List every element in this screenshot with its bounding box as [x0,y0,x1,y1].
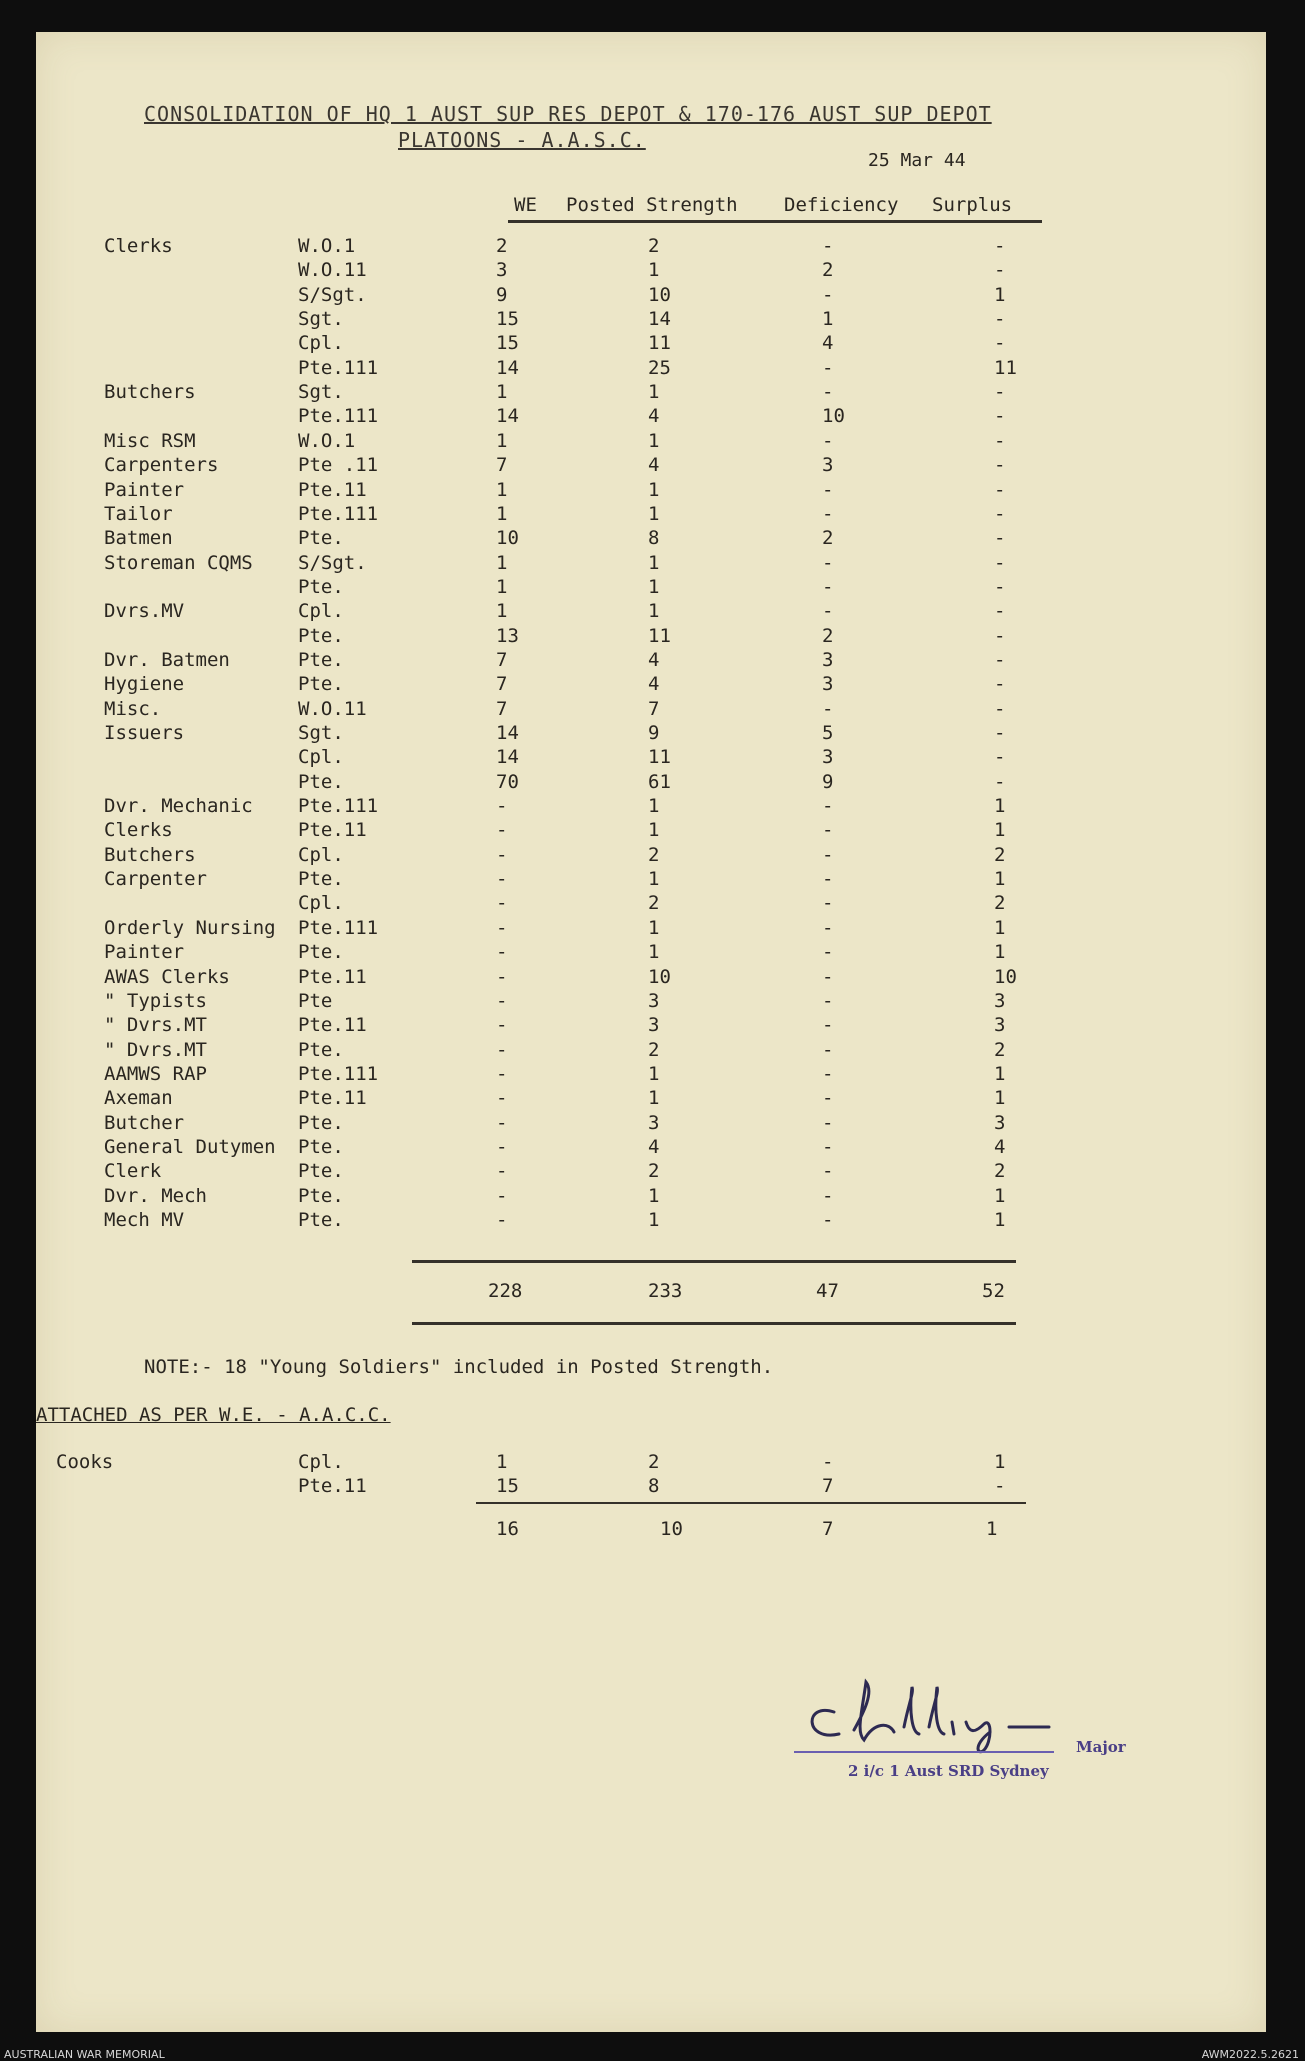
row-cat: Painter [104,941,185,964]
row-we: 7 [496,673,508,696]
row-pos: 2 [648,892,660,915]
row-we: - [496,1038,508,1061]
row-pos: 2 [648,1160,660,1183]
row-we: - [496,916,508,939]
header-posted-strength: Posted Strength [566,194,738,216]
row-pos: 61 [648,770,671,793]
row-sur: 1 [994,941,1006,964]
row-cat: Tailor [104,502,173,525]
row-def: - [822,1087,834,1110]
row-def: - [822,965,834,988]
row-rank: Pte. [298,1209,344,1231]
row-pos: 11 [648,746,671,769]
signature-unit: 2 i/c 1 Aust SRD Sydney [848,1762,1049,1780]
row-sur: 1 [994,868,1006,891]
row-pos: 10 [648,283,671,306]
row-def: - [822,916,834,939]
row-sur: - [994,722,1006,744]
row-pos: 1 [648,1184,660,1207]
row-cat: Butcher [104,1111,185,1134]
row-sur: - [994,624,1006,647]
row-def: 1 [822,308,834,331]
row-def: 4 [822,332,834,355]
row-rank: Cpl. [298,892,344,915]
row-rank: Pte. [298,941,344,964]
row-cat: Carpenters [104,454,219,477]
row-rank: Pte. [298,1111,344,1134]
row-pos: 7 [648,697,660,720]
row-rank: Cpl. [298,332,344,355]
attached-row-pos: 2 [648,1451,660,1473]
document-date: 25 Mar 44 [868,150,966,171]
row-def: - [822,892,834,915]
row-pos: 3 [648,1111,660,1134]
row-pos: 4 [648,648,660,671]
row-we: - [496,868,508,891]
row-def: - [822,819,834,842]
row-rank: S/Sgt. [298,551,367,574]
row-pos: 2 [648,1038,660,1061]
row-def: - [822,478,834,501]
row-def: - [822,1135,834,1158]
row-def: - [822,502,834,525]
row-pos: 4 [648,454,660,477]
row-rank: Pte. [298,624,344,647]
row-pos: 10 [648,965,671,988]
row-cat: AWAS Clerks [104,965,230,988]
row-cat: Dvr. Mech [104,1184,207,1207]
row-pos: 1 [648,1087,660,1110]
row-def: 10 [822,405,845,428]
row-we: 1 [496,600,508,623]
row-we: 70 [496,770,519,793]
row-we: - [496,1160,508,1183]
row-def: 2 [822,624,834,647]
row-pos: 8 [648,527,660,550]
row-def: - [822,989,834,1012]
row-sur: 1 [994,795,1006,818]
row-sur: 3 [994,1111,1006,1134]
row-rank: Sgt. [298,381,344,404]
row-rank: Pte [298,989,333,1012]
row-def: - [822,235,834,257]
row-def: - [822,843,834,866]
row-pos: 1 [648,795,660,818]
row-rank: S/Sgt. [298,283,367,306]
row-sur: 1 [994,283,1006,306]
row-sur: 10 [994,965,1017,988]
document-page [36,32,1266,2032]
row-we: 1 [496,381,508,404]
row-rank: Pte. [298,1184,344,1207]
row-rank: Cpl. [298,843,344,866]
attached-total-posted: 10 [660,1518,683,1540]
attached-row-we: 1 [496,1451,508,1473]
row-we: - [496,1135,508,1158]
row-sur: - [994,478,1006,501]
row-rank: Pte.111 [298,356,379,379]
row-cat: Batmen [104,527,173,550]
row-pos: 4 [648,405,660,428]
row-pos: 3 [648,989,660,1012]
header-rule [508,220,1042,223]
total-surplus: 52 [982,1280,1005,1302]
row-def: - [822,429,834,452]
row-def: 3 [822,648,834,671]
row-rank: Pte. [298,527,344,550]
attached-title: ATTACHED AS PER W.E. - A.A.C.C. [36,1404,391,1426]
row-pos: 1 [648,1209,660,1231]
row-rank: Pte. [298,1038,344,1061]
row-cat: General Dutymen [104,1135,276,1158]
row-cat: Hygiene [104,673,185,696]
row-rank: Pte. [298,1135,344,1158]
row-sur: 1 [994,1062,1006,1085]
row-cat: Carpenter [104,868,207,891]
row-we: 14 [496,722,519,744]
row-def: 5 [822,722,834,744]
row-def: 3 [822,454,834,477]
row-rank: Cpl. [298,600,344,623]
row-we: 7 [496,648,508,671]
row-we: 13 [496,624,519,647]
row-cat: Storeman CQMS [104,551,253,574]
row-sur: - [994,648,1006,671]
row-sur: 1 [994,819,1006,842]
attached-total-surplus: 1 [986,1518,998,1540]
row-def: - [822,356,834,379]
row-sur: - [994,600,1006,623]
row-def: 2 [822,259,834,282]
row-rank: Pte. [298,770,344,793]
attached-row-pos: 8 [648,1475,660,1497]
row-cat: Orderly Nursing [104,916,276,939]
row-cat: Painter [104,478,185,501]
row-rank: Pte.111 [298,795,379,818]
row-rank: Pte.11 [298,1087,367,1110]
row-def: - [822,551,834,574]
row-pos: 1 [648,502,660,525]
row-we: 1 [496,551,508,574]
row-rank: Pte.111 [298,405,379,428]
row-cat: Axeman [104,1087,173,1110]
row-rank: Pte.111 [298,502,379,525]
row-rank: Pte. [298,868,344,891]
row-we: 14 [496,746,519,769]
row-sur: - [994,381,1006,404]
row-def: - [822,1062,834,1085]
attached-rule [476,1502,1026,1504]
row-sur: - [994,308,1006,331]
row-sur: 1 [994,916,1006,939]
row-sur: - [994,502,1006,525]
row-def: - [822,600,834,623]
row-cat: " Dvrs.MT [104,1014,207,1037]
row-pos: 11 [648,332,671,355]
row-sur: 1 [994,1209,1006,1231]
row-pos: 1 [648,1062,660,1085]
signature-rank: Major [1076,1738,1126,1756]
row-rank: Sgt. [298,308,344,331]
attached-row-sur: - [994,1475,1006,1497]
row-pos: 1 [648,600,660,623]
row-sur: 2 [994,843,1006,866]
attached-row-def: - [822,1451,834,1473]
row-pos: 1 [648,551,660,574]
row-cat: Clerks [104,235,173,257]
row-def: - [822,575,834,598]
row-rank: Pte.111 [298,916,379,939]
row-cat: AAMWS RAP [104,1062,207,1085]
row-pos: 1 [648,478,660,501]
row-pos: 3 [648,1014,660,1037]
row-cat: Misc RSM [104,429,196,452]
row-we: - [496,1209,508,1231]
row-we: 1 [496,575,508,598]
attached-row-rank: Pte.11 [298,1475,367,1497]
row-def: - [822,868,834,891]
row-we: 1 [496,502,508,525]
row-sur: - [994,259,1006,282]
row-pos: 2 [648,843,660,866]
row-rank: Pte.11 [298,478,367,501]
header-surplus: Surplus [932,194,1013,216]
row-we: - [496,892,508,915]
row-rank: Pte. [298,673,344,696]
total-posted: 233 [648,1280,683,1302]
row-def: - [822,1184,834,1207]
row-pos: 1 [648,259,660,282]
row-we: - [496,1111,508,1134]
attached-total-we: 16 [496,1518,519,1540]
row-def: - [822,1038,834,1061]
row-rank: Pte.11 [298,965,367,988]
note-text: NOTE:- 18 "Young Soldiers" included in Posted Strength. [144,1356,774,1378]
row-cat: Clerk [104,1160,162,1183]
row-pos: 1 [648,916,660,939]
row-we: - [496,965,508,988]
row-we: - [496,843,508,866]
row-pos: 1 [648,941,660,964]
row-pos: 1 [648,429,660,452]
row-sur: - [994,454,1006,477]
row-we: 10 [496,527,519,550]
row-we: - [496,941,508,964]
row-sur: 1 [994,1087,1006,1110]
row-pos: 1 [648,381,660,404]
row-we: - [496,795,508,818]
row-sur: - [994,673,1006,696]
row-cat: " Typists [104,989,207,1012]
row-pos: 2 [648,235,660,257]
row-sur: - [994,429,1006,452]
row-pos: 1 [648,819,660,842]
row-we: 14 [496,356,519,379]
attached-row-cat: Cooks [56,1451,114,1473]
attached-row-rank: Cpl. [298,1451,344,1473]
row-def: - [822,1014,834,1037]
row-sur: 3 [994,1014,1006,1037]
row-sur: 2 [994,892,1006,915]
title-line-1: CONSOLIDATION OF HQ 1 AUST SUP RES DEPOT & 170-176 AUST SUP DEPOT [144,102,992,126]
row-we: - [496,1014,508,1037]
row-rank: Pte .11 [298,454,379,477]
row-def: - [822,795,834,818]
row-rank: Cpl. [298,746,344,769]
row-def: - [822,381,834,404]
row-sur: - [994,697,1006,720]
title-line-2: PLATOONS - A.A.S.C. [398,128,646,152]
row-sur: 1 [994,1184,1006,1207]
row-def: - [822,1111,834,1134]
row-pos: 4 [648,673,660,696]
row-def: - [822,1160,834,1183]
row-we: 3 [496,259,508,282]
row-rank: Sgt. [298,722,344,744]
row-we: - [496,1062,508,1085]
row-sur: 2 [994,1160,1006,1183]
row-cat: Mech MV [104,1209,185,1231]
totals-rule-top [412,1260,1016,1263]
header-we: WE [514,194,537,216]
row-cat: Butchers [104,843,196,866]
row-sur: - [994,746,1006,769]
row-rank: Pte. [298,575,344,598]
row-rank: Pte.111 [298,1062,379,1085]
row-rank: Pte. [298,1160,344,1183]
footer-accession-number: AWM2022.5.2621 [1201,2048,1299,2061]
row-rank: Pte.11 [298,819,367,842]
row-cat: Dvr. Mechanic [104,795,253,818]
attached-row-sur: 1 [994,1451,1006,1473]
row-sur: 11 [994,356,1017,379]
row-sur: - [994,332,1006,355]
handwritten-signature [794,1672,1094,1762]
row-cat: " Dvrs.MT [104,1038,207,1061]
row-we: 9 [496,283,508,306]
row-pos: 14 [648,308,671,331]
attached-row-def: 7 [822,1475,834,1497]
row-we: 14 [496,405,519,428]
row-pos: 11 [648,624,671,647]
row-pos: 9 [648,722,660,744]
row-we: 1 [496,429,508,452]
row-rank: Pte. [298,648,344,671]
row-we: 7 [496,454,508,477]
row-def: 9 [822,770,834,793]
row-cat: Issuers [104,722,185,744]
row-sur: - [994,770,1006,793]
row-sur: 3 [994,989,1006,1012]
row-pos: 4 [648,1135,660,1158]
row-def: - [822,1209,834,1231]
row-def: - [822,941,834,964]
row-cat: Misc. [104,697,162,720]
row-we: - [496,1184,508,1207]
row-sur: - [994,235,1006,257]
attached-total-deficiency: 7 [822,1518,834,1540]
row-sur: - [994,575,1006,598]
row-rank: W.O.1 [298,235,356,257]
row-def: - [822,283,834,306]
row-we: 1 [496,478,508,501]
row-rank: W.O.11 [298,697,367,720]
row-def: 2 [822,527,834,550]
row-rank: W.O.11 [298,259,367,282]
attached-row-we: 15 [496,1475,519,1497]
row-def: 3 [822,746,834,769]
row-sur: - [994,405,1006,428]
row-cat: Butchers [104,381,196,404]
row-sur: 2 [994,1038,1006,1061]
row-we: 7 [496,697,508,720]
row-cat: Clerks [104,819,173,842]
row-we: 15 [496,308,519,331]
row-sur: - [994,551,1006,574]
row-we: 15 [496,332,519,355]
row-we: - [496,989,508,1012]
row-we: - [496,819,508,842]
total-deficiency: 47 [816,1280,839,1302]
row-cat: Dvr. Batmen [104,648,230,671]
row-sur: 4 [994,1135,1006,1158]
row-pos: 1 [648,575,660,598]
row-rank: W.O.1 [298,429,356,452]
totals-rule-bottom [412,1322,1016,1325]
row-sur: - [994,527,1006,550]
footer-institution: AUSTRALIAN WAR MEMORIAL [4,2048,165,2061]
row-cat: Dvrs.MV [104,600,185,623]
row-pos: 1 [648,868,660,891]
row-we: - [496,1087,508,1110]
row-pos: 25 [648,356,671,379]
header-deficiency: Deficiency [784,194,899,216]
row-rank: Pte.11 [298,1014,367,1037]
row-def: 3 [822,673,834,696]
total-we: 228 [488,1280,523,1302]
row-we: 2 [496,235,508,257]
row-def: - [822,697,834,720]
